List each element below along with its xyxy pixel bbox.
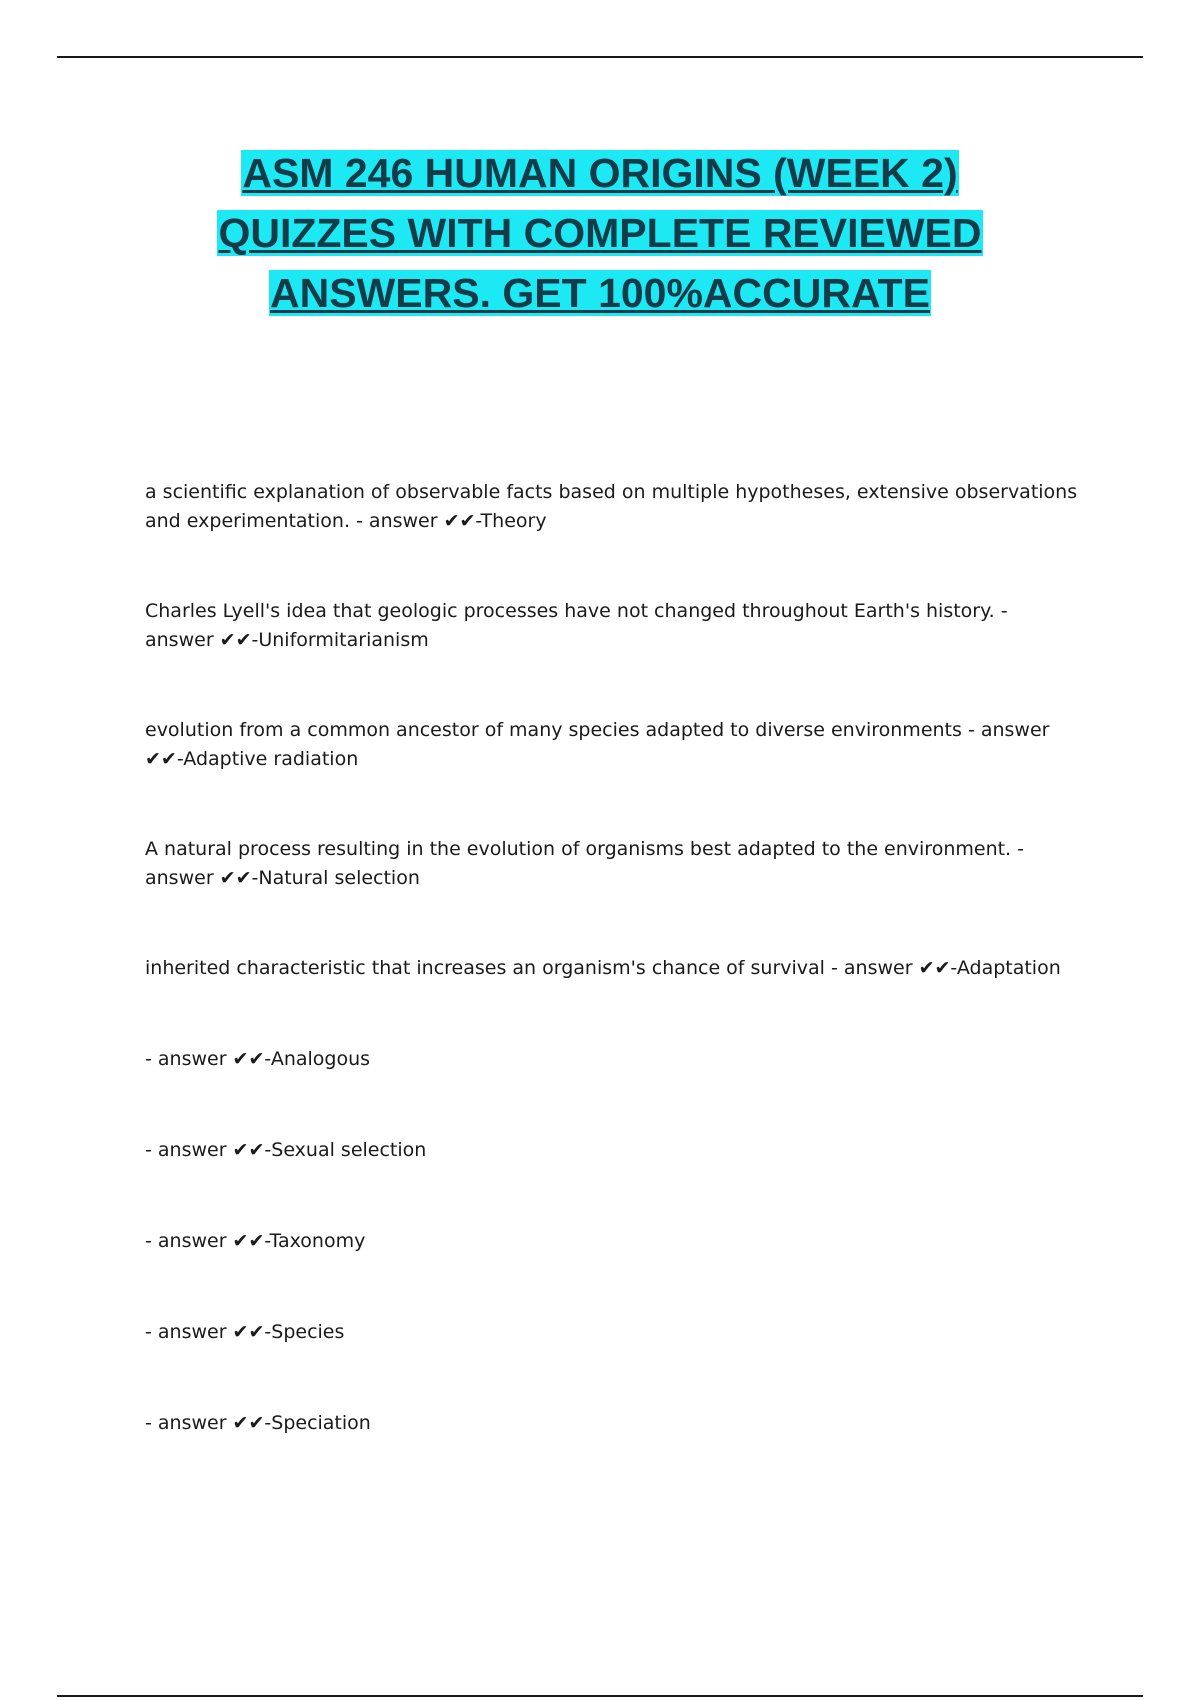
qa-item: - answer ✔✔-Sexual selection xyxy=(145,1139,427,1161)
qa-item: A natural process resulting in the evolution of organisms best adapted to the environment. - answer ✔✔-Natural selection xyxy=(145,838,1024,889)
qa-item: a scientific explanation of observable facts based on multiple hypotheses, extensive observations and experimentation. - answer ✔✔-Theory xyxy=(145,481,1078,532)
bottom-rule xyxy=(57,1695,1143,1697)
qa-item: - answer ✔✔-Species xyxy=(145,1321,345,1343)
qa-item: - answer ✔✔-Analogous xyxy=(145,1048,371,1070)
qa-list xyxy=(145,478,1080,1438)
qa-item: evolution from a common ancestor of many species adapted to diverse environments - answer ✔✔-Adaptive radiation xyxy=(145,719,1050,770)
title-line-3: ANSWERS. GET 100%ACCURATE xyxy=(270,270,930,316)
qa-item: Charles Lyell's idea that geologic processes have not changed throughout Earth's history. - answer ✔✔-Uniformitarianism xyxy=(145,600,1008,651)
title-line-2: QUIZZES WITH COMPLETE REVIEWED xyxy=(218,210,982,256)
top-rule xyxy=(57,56,1143,58)
qa-item: inherited characteristic that increases an organism's chance of survival - answer ✔✔-Adaptation xyxy=(145,957,1061,979)
qa-item: - answer ✔✔-Taxonomy xyxy=(145,1230,366,1252)
title-line-1: ASM 246 HUMAN ORIGINS (WEEK 2) xyxy=(242,150,958,196)
document-title xyxy=(100,148,1100,328)
qa-item: - answer ✔✔-Speciation xyxy=(145,1412,371,1434)
